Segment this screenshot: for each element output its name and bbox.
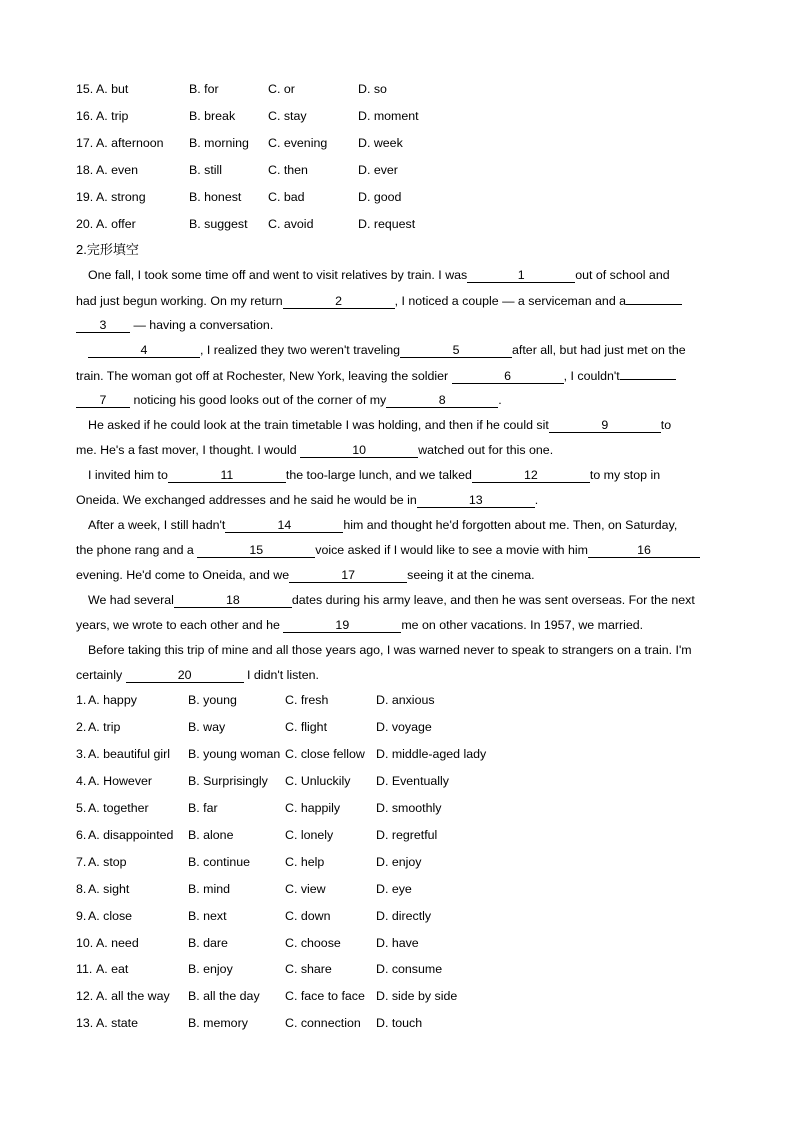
option-a: A. happy	[88, 693, 137, 707]
blank-12[interactable]: 12	[472, 466, 590, 483]
option-c: C. happily	[285, 801, 341, 815]
option-a: A. even	[96, 163, 139, 177]
option-a: A. stop	[88, 855, 127, 869]
option-d: D. have	[376, 936, 419, 950]
passage-line: had just begun working. On my return 2 , I noticed a couple — a serviceman and a	[76, 288, 726, 313]
option-c: C. stay	[268, 109, 307, 123]
blank-11[interactable]: 11	[168, 466, 286, 483]
option-a: A. afternoon	[96, 136, 164, 150]
blank-16[interactable]: 16	[588, 541, 700, 558]
option-a: A. offer	[96, 217, 136, 231]
question-number: 5.	[76, 801, 87, 815]
option-d: D. enjoy	[376, 855, 422, 869]
option-d: D. touch	[376, 1016, 423, 1030]
passage-line: 3 — having a conversation.	[76, 313, 726, 338]
question-number: 8.	[76, 882, 87, 896]
option-d: D. eye	[376, 882, 412, 896]
option-d: D. regretful	[376, 828, 438, 842]
blank-2[interactable]: 2	[283, 292, 395, 309]
option-d: D. anxious	[376, 693, 435, 707]
passage-line: He asked if he could look at the train timetable I was holding, and then if he could sit 9 to	[88, 418, 672, 432]
option-d: D. week	[358, 136, 403, 150]
option-c: C. evening	[268, 136, 328, 150]
option-d: D. so	[358, 82, 387, 96]
option-c: C. fresh	[285, 693, 329, 707]
passage-line: years, we wrote to each other and he 19 me on other vacations. In 1957, we married.	[76, 618, 644, 632]
option-c: C. face to face	[285, 989, 365, 1003]
option-b: B. continue	[188, 855, 250, 869]
option-d: D. ever	[358, 163, 398, 177]
option-b: B. still	[189, 163, 223, 177]
option-a: A. together	[88, 801, 149, 815]
question-number: 13.	[76, 1016, 94, 1030]
question-number: 1.	[76, 693, 87, 707]
question-number: 6.	[76, 828, 87, 842]
blank-14[interactable]: 14	[225, 516, 343, 533]
option-c: C. down	[285, 909, 331, 923]
blank-17[interactable]: 17	[289, 566, 407, 583]
blank-18[interactable]: 18	[174, 591, 292, 608]
option-c: C. or	[268, 82, 295, 96]
option-c: C. choose	[285, 936, 341, 950]
option-d: D. middle-aged lady	[376, 747, 487, 761]
question-number: 12.	[76, 989, 94, 1003]
question-number: 15.	[76, 82, 94, 96]
blank-15[interactable]: 15	[197, 541, 315, 558]
blank-1[interactable]: 1	[467, 266, 575, 283]
passage-line: evening. He'd come to Oneida, and we 17 seeing it at the cinema.	[76, 568, 535, 582]
option-c: C. avoid	[268, 217, 314, 231]
option-c: C. bad	[268, 190, 305, 204]
blank-6[interactable]: 6	[452, 367, 564, 384]
option-a: A. strong	[96, 190, 146, 204]
blank-7-start	[620, 363, 676, 380]
blank-3-start	[626, 288, 682, 305]
passage-line: I invited him to 11 the too-large lunch, and we talked 12 to my stop in	[88, 468, 661, 482]
option-b: B. way	[188, 720, 226, 734]
option-a: A. sight	[88, 882, 130, 896]
option-a: A. need	[96, 936, 139, 950]
option-b: B. far	[188, 801, 218, 815]
option-c: C. then	[268, 163, 308, 177]
option-c: C. flight	[285, 720, 328, 734]
option-c: C. help	[285, 855, 325, 869]
option-d: D. smoothly	[376, 801, 442, 815]
option-b: B. mind	[188, 882, 231, 896]
blank-3[interactable]: 3	[76, 316, 130, 333]
option-b: B. morning	[189, 136, 249, 150]
option-a: A. close	[88, 909, 133, 923]
option-a: A. trip	[96, 109, 129, 123]
blank-8[interactable]: 8	[386, 391, 498, 408]
passage-line: We had several 18 dates during his army leave, and then he was sent overseas. For the next	[88, 593, 695, 607]
blank-9[interactable]: 9	[549, 416, 661, 433]
question-number: 9.	[76, 909, 87, 923]
question-number: 2.	[76, 720, 87, 734]
option-d: D. voyage	[376, 720, 432, 734]
option-b: B. for	[189, 82, 219, 96]
option-b: B. memory	[188, 1016, 248, 1030]
section-heading: 2.完形填空	[76, 242, 139, 257]
passage-line: Before taking this trip of mine and all those years ago, I was warned never to speak to strangers on a train. I'm	[88, 643, 692, 657]
passage-line: the phone rang and a 15 voice asked if I would like to see a movie with him 16	[76, 538, 726, 563]
passage-line: 4 , I realized they two weren't traveling 5 after all, but had just met on the	[76, 338, 726, 363]
question-number: 4.	[76, 774, 87, 788]
option-a: A. all the way	[96, 989, 170, 1003]
blank-5[interactable]: 5	[400, 341, 512, 358]
passage-line: me. He's a fast mover, I thought. I would 10 watched out for this one.	[76, 443, 554, 457]
option-d: D. directly	[376, 909, 432, 923]
question-number: 18.	[76, 163, 94, 177]
blank-10[interactable]: 10	[300, 441, 418, 458]
question-number: 19.	[76, 190, 94, 204]
passage-line: After a week, I still hadn't 14 him and thought he'd forgotten about me. Then, on Saturday,	[88, 518, 678, 532]
option-c: C. lonely	[285, 828, 334, 842]
option-d: D. side by side	[376, 989, 458, 1003]
option-a: A. beautiful girl	[88, 747, 170, 761]
question-number: 16.	[76, 109, 94, 123]
option-b: B. young woman	[188, 747, 281, 761]
option-a: A. state	[96, 1016, 139, 1030]
question-number: 3.	[76, 747, 87, 761]
option-b: B. alone	[188, 828, 234, 842]
option-b: B. all the day	[188, 989, 260, 1003]
option-c: C. connection	[285, 1016, 361, 1030]
option-a: A. disappointed	[88, 828, 174, 842]
cloze-passage	[76, 263, 726, 688]
option-b: B. Surprisingly	[188, 774, 268, 788]
option-d: D. moment	[358, 109, 419, 123]
option-a: A. but	[96, 82, 129, 96]
option-b: B. honest	[189, 190, 242, 204]
option-d: D. consume	[376, 962, 443, 976]
question-number: 7.	[76, 855, 87, 869]
option-a: A. However	[88, 774, 153, 788]
option-b: B. enjoy	[188, 962, 233, 976]
option-b: B. break	[189, 109, 236, 123]
blank-19[interactable]: 19	[283, 616, 401, 633]
option-c: C. share	[285, 962, 332, 976]
passage-line: certainly 20 I didn't listen.	[76, 668, 319, 682]
option-b: B. young	[188, 693, 237, 707]
blank-13[interactable]: 13	[417, 491, 535, 508]
question-number: 17.	[76, 136, 94, 150]
option-a: A. trip	[88, 720, 121, 734]
option-c: C. view	[285, 882, 326, 896]
passage-line: One fall, I took some time off and went to visit relatives by train. I was 1 out of school and	[88, 268, 670, 282]
blank-7[interactable]: 7	[76, 391, 130, 408]
option-d: D. good	[358, 190, 402, 204]
option-a: A. eat	[96, 962, 129, 976]
passage-line: 7 noticing his good looks out of the corner of my 8 .	[76, 388, 726, 413]
question-number: 10.	[76, 936, 94, 950]
option-b: B. suggest	[189, 217, 248, 231]
blank-20[interactable]: 20	[126, 666, 244, 683]
option-d: D. request	[358, 217, 416, 231]
option-d: D. Eventually	[376, 774, 450, 788]
option-b: B. dare	[188, 936, 228, 950]
option-b: B. next	[188, 909, 227, 923]
passage-line: train. The woman got off at Rochester, New York, leaving the soldier 6 , I couldn't	[76, 363, 726, 388]
option-c: C. close fellow	[285, 747, 365, 761]
question-number: 20.	[76, 217, 94, 231]
passage-line: Oneida. We exchanged addresses and he said he would be in 13 .	[76, 493, 539, 507]
question-number: 11.	[76, 962, 93, 976]
blank-4[interactable]: 4	[88, 341, 200, 358]
option-c: C. Unluckily	[285, 774, 351, 788]
